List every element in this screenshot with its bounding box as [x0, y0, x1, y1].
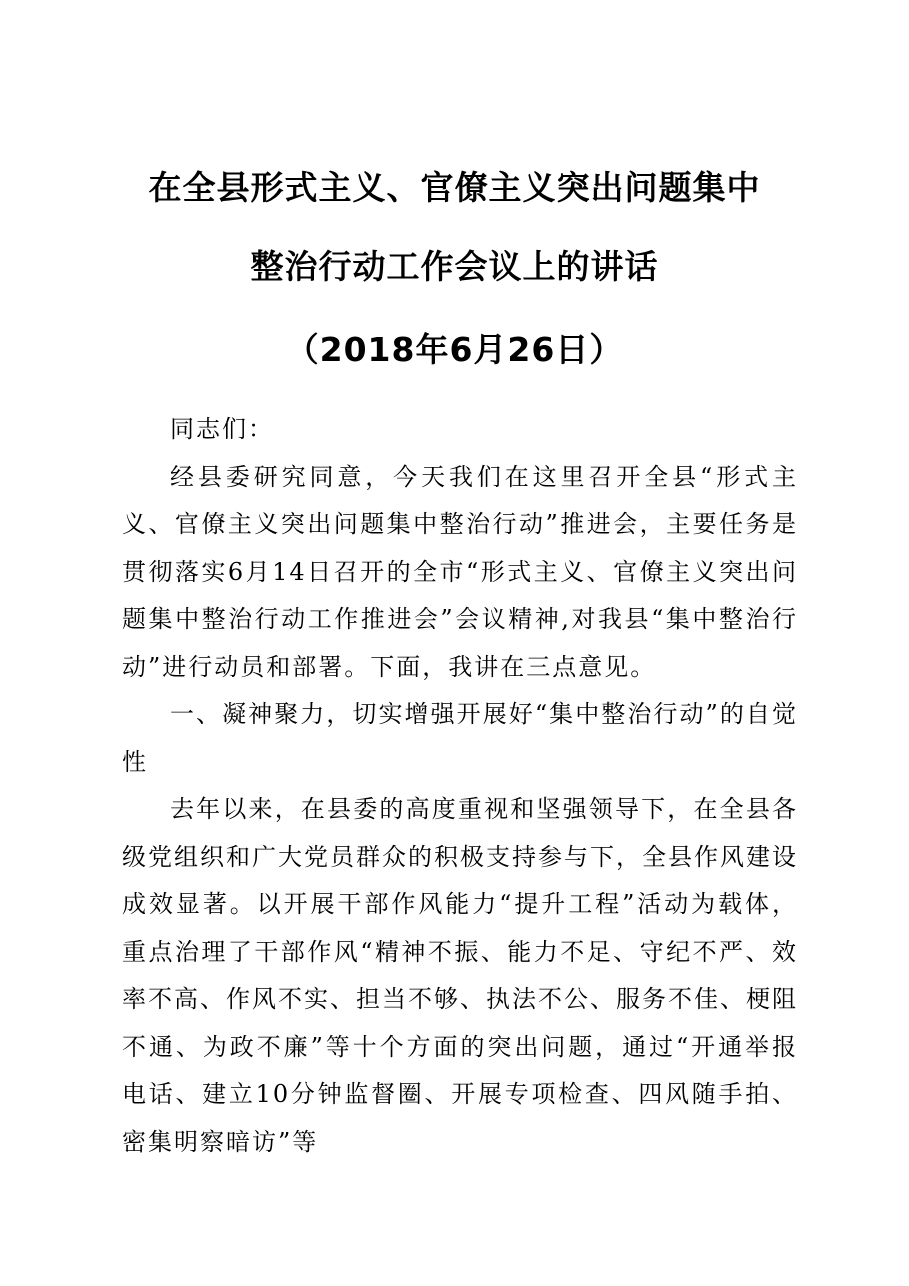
- document-title-line-2: 整治行动工作会议上的讲话: [250, 247, 659, 286]
- salutation: 同志们：: [170, 415, 274, 443]
- document-body: [122, 406, 798, 1166]
- document-date: （2018年6月26日）: [285, 330, 624, 369]
- section-heading-1: 一、凝神聚力，切实增强开展好“集中整治行动”的自觉性: [122, 700, 798, 776]
- body-paragraph-1: 经县委研究同意，今天我们在这里召开全县“形式主义、官僚主义突出问题集中整治行动”推进会，主要任务是贯彻落实6月14日召开的全市“形式主义、官僚主义突出问题集中整治行动工作推进会”会议精神,对我县“集中整治行动”进行动员和部署。下面，我讲在三点意见。: [122, 462, 798, 681]
- body-paragraph-2: 去年以来，在县委的高度重视和坚强领导下，在全县各级党组织和广大党员群众的积极支持参与下，全县作风建设成效显著。以开展干部作风能力“提升工程”活动为载体，重点治理了干部作风“精神不振、能力不足、守纪不严、效率不高、作风不实、担当不够、执法不公、服务不佳、梗阻不通、为政不廉”等十个方面的突出问题，通过“开通举报电话、建立10分钟监督圈、开展专项检查、四风随手拍、密集明察暗访”等: [122, 795, 798, 1156]
- document-title-line-1: 在全县形式主义、官僚主义突出问题集中: [148, 168, 761, 207]
